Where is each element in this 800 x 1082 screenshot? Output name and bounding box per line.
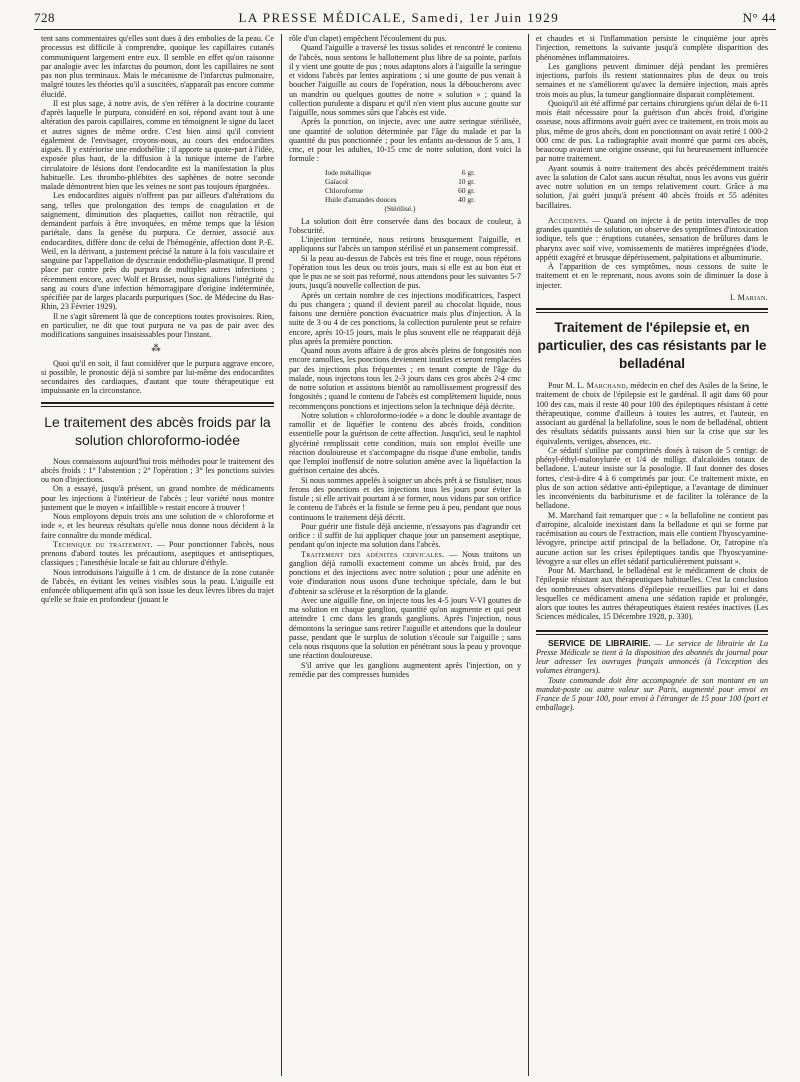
- issue-number: N° 44: [742, 10, 776, 25]
- bookstore-heading: SERVICE DE LIBRAIRIE.: [548, 637, 651, 648]
- article-divider: [41, 402, 274, 404]
- paragraph: Il ne s'agit sûrement là que de conceptions toutes provisoires. Rien, en particulier, ne dit que tout purpura ne va pas de pair avec des modifications sanguines insaisissables pour l'instant.: [41, 311, 274, 339]
- formula-row: [325, 177, 475, 186]
- paragraph: Avec une aiguille fine, on injecte tous les 4-5 jours V-VI gouttes de ma solution en chaque ganglion, quantité qu'on augmente et qui peut atteindre 1 cmc dans les grands ganglions. Après l'injection, nous démontons la seringue sans retirer l'aiguille et attendons que la douleur passe, pendant que le surplus de solution s'écoule sur l'aiguille ; sans cela nous risquons que la solution en pénétrant sous la peau y provoque une réaction douloureuse.: [289, 595, 521, 661]
- quantity: 60 gr.: [458, 185, 475, 195]
- paragraph: Les ganglions peuvent diminuer déjà pendant les premières injections, parfois ils restent stationnaires plus de deux ou trois semaines et ne s'améliorent qu'avec la dernière injection, mais après trois mois au plus, la tumeur ganglionnaire disparait complètement.: [536, 61, 768, 99]
- paragraph: S'il arrive que les ganglions augmentent après l'injection, on y remédie par des compresses humides: [289, 660, 521, 679]
- bookstore-notice: [536, 639, 768, 676]
- paragraph: Il est plus sage, à notre avis, de s'en référer à la doctrine courante d'après laquelle le purpura, considéré en soi, répond avant tout à une altération des parois capillaires, comme en témoignent le signe du lacet et autres signes de même ordre. C'est bien ainsi qu'il convient également de l'envisager, croyons-nous, au cours des endocardites aiguës. Il y extériorise une endothélite ; il apporte sa quote-part à l'idée, exposée plus haut, de la diffusion à la tunique interne de l'arbre circulatoire de lésions dont l'endocardite est la manifestation la plus habituelle. Les thrombo-phlébites des saphènes de notre seconde malade démontrent bien que les veines ne sont pas toujours épargnées.: [41, 98, 274, 191]
- paragraph: [41, 540, 274, 568]
- author-signature: I. Marian.: [730, 292, 768, 302]
- paragraph: Pour M. Marchand, le belladénal est le médicament de choix de l'épilepsie résistant aux thérapeutiques habituelles. C'est la conclusion des nombreuses observations d'épilepsie recueillies par lui et dans lesquelles ce médicament amena une sédation rapide et prolongée, alors que toutes les autres thérapeutiques étaient restées inactives (Les Sciences médicales, 15 Décembre 1928, p. 330).: [536, 566, 768, 622]
- article-divider: [536, 630, 768, 632]
- bookstore-order-notice: Toute commande doit être accompagnée de son montant en un mandat-poste ou autre valeur sur Paris, augmenté pour envoi en France de 5 pour 100, pour envoi à l'étranger de 15 pour 100 (port et emballage).: [536, 675, 768, 713]
- paragraph-text: , médecin en chef des Asiles de la Seine, le traitement de choix de l'épilepsie est le gardénal. Il agit dans 60 pour 100 des cas, mais il reste 40 pour 100 des épileptiques résistant à cette thérapeutique, comme d'ailleurs à toutes les autres, et l'auteur, en associant au gardénal la bellafoline, sous le nom de belladénal, obtient des résultats sédatifs puissants aussi bien sur la crise que sur les équivalents, vertiges, absences, etc.: [536, 381, 768, 446]
- paragraph: Nous connaissons aujourd'hui trois méthodes pour le traitement des abcès froids : 1° l'abstention ; 2° l'opération ; 3° les ponctions suivies ou non d'injections.: [41, 456, 274, 484]
- paragraph: Notre solution « chloroformo-iodée » a donc le double avantage de ramollir et de liquéfier le contenu des abcès froids, condition essentielle pour la guérison de cette affection. Jusqu'ici, seul le naphtol glycériné remplissait cette condition, mais son emploi éveille une réaction douloureuse et s'accompagne du risque d'une embolie, tandis que l'emploi inoffensif de notre solution amène avec la liquéfaction la guérison certaine des abcès.: [289, 410, 521, 476]
- paragraph: Quoiqu'il ait été affirmé par certains chirurgiens qu'un délai de 6-11 mois était nécessaire pour la guérison d'un abcès froid, d'origine osseuse, nous affirmons avoir guéri avec ce traitement, en trois mois au plus, même de gros abcès, dont en ponctionnant on avait retiré 1 000-2 000 cmc de pus. La radiographie avait montré que parmi ces abcès, beaucoup avaient une origine osseuse, qui fut heureusement influencée par notre traitement.: [536, 98, 768, 164]
- columns: [34, 34, 776, 1076]
- author-name: Marchand: [586, 381, 626, 390]
- article-divider-thin: [536, 634, 768, 635]
- paragraph: tent sans commentaires qu'elles sont dues à des embolies de la peau. Ce processus est difficile à comprendre, quoique les capillaires cutanés communiquent largement entre eux. Il semble en effet qu'on raisonne par analogie avec les infarctus du poumon, dont les capillaires ne sont pas non plus terminaux. Mais le mécanisme de l'infarctus pulmonaire, malgré toutes les théories qu'il a suscitées, n'apparaît pas encore comme élucidé.: [41, 34, 274, 99]
- paragraph: Pour guérir une fistule déjà ancienne, n'essayons pas d'agrandir cet orifice : il suffit de lui appliquer chaque jour un pansement aseptique, pendant qu'on injecte ma solution dans l'abcès.: [289, 521, 521, 550]
- paragraph: [536, 216, 768, 262]
- section-separator: ⁂: [151, 343, 164, 354]
- ingredient: Iode métallique: [325, 167, 372, 177]
- paragraph-text: — Pour ponctionner l'abcès, nous prenons d'abord toutes les précautions, aseptiques et antiseptiques, classiques ; l'anesthésie locale se fait au chlorure d'éthyle.: [41, 539, 274, 568]
- subsection-label: Accidents.: [548, 215, 589, 225]
- paragraph: Quand nous avons affaire à de gros abcès pleins de fongosités non encore ramollies, les ponctions deviennent inutiles et seront remplacées par des injections plus fréquentes ; en tenant compte de l'âge du malade, nous injectons tous les 2-3 jours dans ces gros abcès 2-4 cmc de notre solution et assistons bientôt au ramollissement progressif des fongosités ; quand le contenu de l'abcès est complètement liquide, nous recommençons ponctions et injections selon la technique déjà décrite.: [289, 346, 521, 411]
- formula-row: [325, 195, 475, 204]
- paragraph: et chaudes et si l'inflammation persiste le cinquième jour après l'injection, remettons la suivante jusqu'à complète disparition des phénomènes inflammatoires.: [536, 34, 768, 62]
- bookstore-text: — Le service de librairie de La Presse Médicale se tient à la disposition des abonnés du journal pour leur adresser les ouvrages français annoncés (à l'exception des volumes étrangers).: [536, 638, 768, 676]
- article-divider-thin: [536, 312, 768, 313]
- column-3: [528, 34, 775, 1076]
- page-header: [34, 0, 776, 30]
- subsection-label: Technique du traitement.: [53, 539, 153, 549]
- journal-title: LA PRESSE MÉDICALE, Samedi, 1er Juin 1929: [238, 10, 560, 25]
- paragraph: Ayant soumis à notre traitement des abcès précédemment traités avec la solution de Calot sans aucun résultat, nous les avons vus guérir avec notre solution en un temps relativement court. Grâce à ma solution, j'ai guéri jusqu'à présent 40 abcès froids et 55 adénites bacillaires.: [536, 163, 768, 210]
- paragraph: [536, 381, 768, 446]
- paragraph: Quand l'aiguille a traversé les tissus solides et rencontré le contenu de l'abcès, nous sentons le ballottement plus libre de sa pointe, parfois il y vient une goutte de pus ; nous adaptons alors à l'aiguille la seringue et vidons l'abcès par lentes aspirations ; si une goutte de pus venait à boucher l'aiguille au cours de l'opération, nous la déboucherons avec un mandrin ou quelques gouttes de notre « solution » ; quand la collection purulente a disparu et qu'il n'en vient plus aucune goutte sur l'aiguille, nous sommes sûrs que l'abcès est vide.: [289, 43, 521, 117]
- paragraph: Si la peau au-dessus de l'abcès est très fine et rouge, nous répétons l'opération tous les deux ou trois jours, mais si elle est au bon état et que le pus ne se soit pas reformé, nous attendons pour les suivantes 5-7 jours, jusqu'à nouvelle collection de pus.: [289, 253, 521, 291]
- paragraph: Les endocardites aiguës n'offrent pas par ailleurs d'altérations du sang, telles que prolongation des temps de coagulation et de saignement, diminution des plaquettes, caillot non rétractile, qui demandent parfois à être invoquées, en même temps que la lésion pariétale, dans la genèse du purpura. Ce dernier, associé aux endocardites, diffère donc de celui de l'hémogénie, affection dont P.-E. Weil, en la dérivant, a justement précisé la nature à la fois vasculaire et sanguine par l'appellation de dyscrasie endothélio-plasmatique. Il prend place par contre près du purpura de multiples autres infections ; récemment encore, avec Wolf et Brusset, nous signalions l'intégrité du sang au cours d'une infection hémorragipare d'origine indéterminée, spécifiée par de larges placards purpuriques (Soc. de Médecine du Bas-Rhin, 23 Février 1929).: [41, 191, 274, 312]
- formula-table: [325, 168, 521, 213]
- paragraph: [289, 550, 521, 596]
- paragraph-text: — Nous traitons un ganglion déjà ramolli exactement comme un abcès froid, par des ponctions et des injections avec notre solution ; pour une adénite en voie d'induration nous usons d'une technique spéciale, dans le but d'obtenir sa sclérose et la résorption de la glande.: [289, 549, 521, 596]
- ingredient: Huile d'amandes douces: [325, 194, 397, 204]
- formula-note: (Stérilisé.): [384, 203, 416, 213]
- paragraph-text: Pour M. L.: [548, 381, 587, 390]
- column-2: [281, 34, 528, 1076]
- paragraph: Nous employons depuis trois ans une solution de « chloroforme et iode », et les heureux résultats qu'elle nous donne nous décident à la faire connaître du monde médical.: [41, 512, 274, 540]
- quantity: 6 gr.: [461, 167, 475, 177]
- paragraph: Après un certain nombre de ces injections modificatrices, l'aspect du pus changera ; quand il devient pareil au chocolat liquide, nous faisons une dernière ponction évacuatrice mais plus d'injection. À la suite de 3 ou 4 de ces ponctions, la collection purulente peut se refaire encore, après 10-15 jours, mais le plus souvent elle ne réapparait déjà plus après la première ponction.: [289, 290, 521, 346]
- paragraph: La solution doit être conservée dans des bocaux de couleur, à l'obscurité.: [289, 216, 521, 235]
- ingredient: Gaïacol: [325, 176, 348, 186]
- paragraph: Après la ponction, on injecte, avec une autre seringue stérilisée, une quantité de solution déterminée par l'âge du malade et par la quantité du pus ponctionnée ; pour les enfants au-dessous de 5 ans, 1 cmc, et pour les adultes, 10-15 cmc de notre solution, dont voici la formule :: [289, 117, 521, 164]
- paragraph: Si nous sommes appelés à soigner un abcès prêt à se fistuliser, nous ferons des ponctions et des injections tous les jours pour éviter la fistule ; si elle arrivait pourtant à se former, nous vidons par son orifice le contenu de l'abcès et la fistule se ferme peu à peu, pendant que nous continuons le traitement déjà décrit.: [289, 475, 521, 522]
- paragraph: À l'apparition de ces symptômes, nous cessons de suite le traitement et en le reprenant, nous avons soin de diminuer la dose à injecter.: [536, 262, 768, 290]
- paragraph-text: — Quand on injecte à de petits intervalles de trop grandes quantités de solution, on observe des symptômes d'intoxication iodique, tels que : éruptions cutanées, sensation de brûlures dans le pharynx avec soif vive, vomissements de matières imprégnées d'iode, appétit exagéré et brusque dépérissement, palpitations et albuminurie.: [536, 215, 768, 262]
- paragraph: rôle d'un clapet) empêchent l'écoulement du pus.: [289, 34, 447, 43]
- paragraph: L'injection terminée, nous retirons brusquement l'aiguille, et appliquons sur l'abcès un tampon stérilisé et un pansement compressif.: [289, 235, 521, 254]
- formula-row: [325, 168, 475, 177]
- ingredient: Chloroforme: [325, 185, 364, 195]
- article-divider: [536, 308, 768, 310]
- article-title: Le traitement des abcès froids par la solution chloroformo-iodée: [44, 413, 271, 448]
- paragraph: Nous introduisons l'aiguille à 1 cm. de distance de la zone cutanée de l'abcès, en évitant les veines visibles sous la peau. L'aiguille est enfoncée obliquement afin qu'à son issue les deux lèvres libres du trajet qu'elle se fraie en profondeur (jouant le: [41, 567, 274, 605]
- page-number: 728: [34, 10, 55, 25]
- paragraph: Quoi qu'il en soit, il faut considérer que le purpura aggrave encore, si possible, le pronostic déjà si sombre par lui-même des endocardites secondaires des cardiaques, d'autant que toute thérapeutique est impuissante en la circonstance.: [41, 358, 274, 396]
- article-title: Traitement de l'épilepsie et, en particulier, des cas résistants par le belladénal: [537, 320, 767, 371]
- paragraph: On a essayé, jusqu'à présent, un grand nombre de médicaments pour les injections à l'intérieur de l'abcès ; leur variété nous montre justement que le moyen « infaillible » restait encore à trouver !: [41, 484, 274, 512]
- formula-row: [325, 186, 475, 195]
- quantity: 40 gr.: [458, 194, 475, 204]
- column-1: [34, 34, 281, 1076]
- subsection-label: Traitement des adénites cervicales.: [301, 549, 445, 559]
- paragraph: M. Marchand fait remarquer que : « la bellafoline ne contient pas d'atropine, alcaloïde inexistant dans la belladone et qui se forme par racémisation au cours de l'extraction, mais elle contient l'hyoscyamine-lévogyre, principe actif principal de la belladone. Or, l'atropine n'a aucune action sur les crises épileptiques tandis que l'hyoscyamine-lévogyre a sur elles un effet sédatif particulièrement puissant ».: [536, 510, 768, 566]
- quantity: 10 gr.: [458, 176, 475, 186]
- article-divider-thin: [41, 406, 274, 407]
- paragraph: Ce sédatif s'utilise par comprimés dosés à raison de 5 centigr. de phényl-éthyl-malonylurée et 1/4 de milligr. d'alcaloïdes totaux de belladone. L'auteur insiste sur la posologie. Il faut donner des doses fortes, c'est-à-dire 4 à 6 comprimés par jour. Ce traitement mixte, en plus de son action sédative anti-épileptique, a l'avantage de diminuer les inconvénients du barbiturisme et de faciliter la tolérance de la belladone.: [536, 445, 768, 511]
